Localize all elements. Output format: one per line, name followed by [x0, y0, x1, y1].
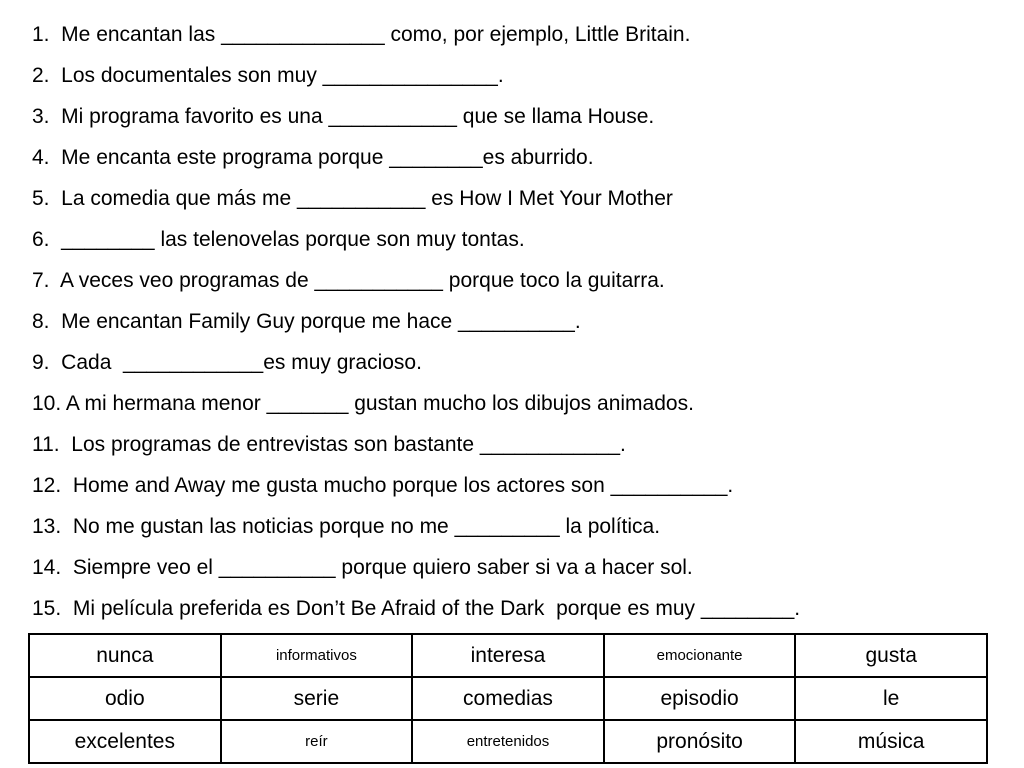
word-bank-cell: pronósito	[604, 720, 796, 763]
sentence-14: 14. Siempre veo el __________ porque quiero saber si va a hacer sol.	[32, 556, 693, 579]
word-bank-cell: odio	[29, 677, 221, 720]
sentence-8: 8. Me encantan Family Guy porque me hace __________.	[32, 310, 581, 333]
sentence-7: 7. A veces veo programas de ___________ porque toco la guitarra.	[32, 269, 665, 292]
sentence-6: 6. ________ las telenovelas porque son muy tontas.	[32, 228, 525, 251]
word-bank-cell: entretenidos	[412, 720, 604, 763]
word-bank-table	[28, 633, 988, 764]
sentence-2: 2. Los documentales son muy _______________.	[32, 64, 504, 87]
sentence-11: 11. Los programas de entrevistas son bastante ____________.	[32, 433, 626, 456]
sentence-list	[32, 14, 1012, 629]
word-bank-row	[29, 677, 987, 720]
word-bank-cell: serie	[221, 677, 413, 720]
word-bank-cell: música	[795, 720, 987, 763]
word-bank-cell: excelentes	[29, 720, 221, 763]
sentence-15: 15. Mi película preferida es Don’t Be Afraid of the Dark porque es muy ________.	[32, 597, 801, 620]
sentence-4: 4. Me encanta este programa porque ________es aburrido.	[32, 146, 594, 169]
word-bank-cell: comedias	[412, 677, 604, 720]
sentence-3: 3. Mi programa favorito es una ___________ que se llama House.	[32, 105, 655, 128]
word-bank-row	[29, 720, 987, 763]
sentence-1: 1. Me encantan las ______________ como, por ejemplo, Little Britain.	[32, 23, 691, 46]
word-bank-row	[29, 634, 987, 677]
sentence-12: 12. Home and Away me gusta mucho porque los actores son __________.	[32, 474, 734, 497]
word-bank-cell: reír	[221, 720, 413, 763]
word-bank-cell: informativos	[221, 634, 413, 677]
word-bank-cell: le	[795, 677, 987, 720]
sentence-10: 10. A mi hermana menor _______ gustan mucho los dibujos animados.	[32, 392, 694, 415]
word-bank-cell: interesa	[412, 634, 604, 677]
word-bank-cell: emocionante	[604, 634, 796, 677]
sentence-13: 13. No me gustan las noticias porque no me _________ la política.	[32, 515, 661, 538]
sentence-5: 5. La comedia que más me ___________ es How I Met Your Mother	[32, 187, 673, 210]
word-bank-cell: gusta	[795, 634, 987, 677]
word-bank-cell: nunca	[29, 634, 221, 677]
sentence-9: 9. Cada ____________es muy gracioso.	[32, 351, 422, 374]
word-bank-cell: episodio	[604, 677, 796, 720]
